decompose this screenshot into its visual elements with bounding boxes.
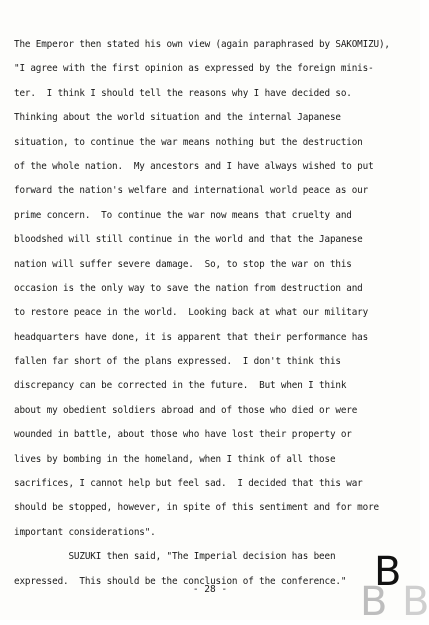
faint-stamp-letter: B [402, 579, 429, 625]
text-line: of the whole nation. My ancestors and I have always wished to put [14, 160, 374, 172]
text-line: fallen far short of the plans expressed. I don't think this [14, 356, 341, 368]
text-line: to restore peace in the world. Looking back at what our military [14, 307, 369, 319]
text-line: expressed. This should be the conclusion of the conference." [14, 575, 347, 587]
text-line: "I agree with the first opinion as expressed by the foreign minis- [14, 63, 374, 75]
text-line: wounded in battle, about those who have lost their property or [14, 429, 352, 441]
text-line: situation, to continue the war means nothing but the destruction [14, 136, 363, 148]
text-line: should be stopped, however, in spite of this sentiment and for more [14, 502, 379, 514]
stamp-letter: B [374, 549, 402, 595]
text-line: about my obedient soldiers abroad and of those who died or were [14, 404, 358, 416]
text-line: occasion is the only way to save the nation from destruction and [14, 282, 363, 294]
text-line: sacrifices, I cannot help but feel sad. I decided that this war [14, 478, 363, 490]
text-line: bloodshed will still continue in the world and that the Japanese [14, 234, 363, 246]
text-line: forward the nation's welfare and international world peace as our [14, 185, 369, 197]
text-line: The Emperor then stated his own view (again paraphrased by SAKOMIZU), [14, 39, 390, 50]
text-line: headquarters have done, it is apparent that their performance has [14, 331, 369, 343]
text-line: nation will suffer severe damage. So, to stop the war on this [14, 258, 352, 270]
text-line: discrepancy can be corrected in the future. But when I think [14, 380, 347, 392]
text-line: ter. I think I should tell the reasons why I have decided so. [14, 87, 352, 99]
text-line: SUZUKI then said, "The Imperial decision has been [14, 551, 336, 563]
text-line: important considerations". [14, 526, 156, 538]
text-line: prime concern. To continue the war now means that cruelty and [14, 209, 352, 221]
text-line: lives by bombing in the homeland, when I think of all those [14, 453, 336, 465]
faint-stamp-letter: B [360, 579, 388, 625]
document-body [14, 33, 414, 594]
page-number: - 28 - [192, 584, 228, 595]
text-line: Thinking about the world situation and the internal Japanese [14, 112, 341, 124]
